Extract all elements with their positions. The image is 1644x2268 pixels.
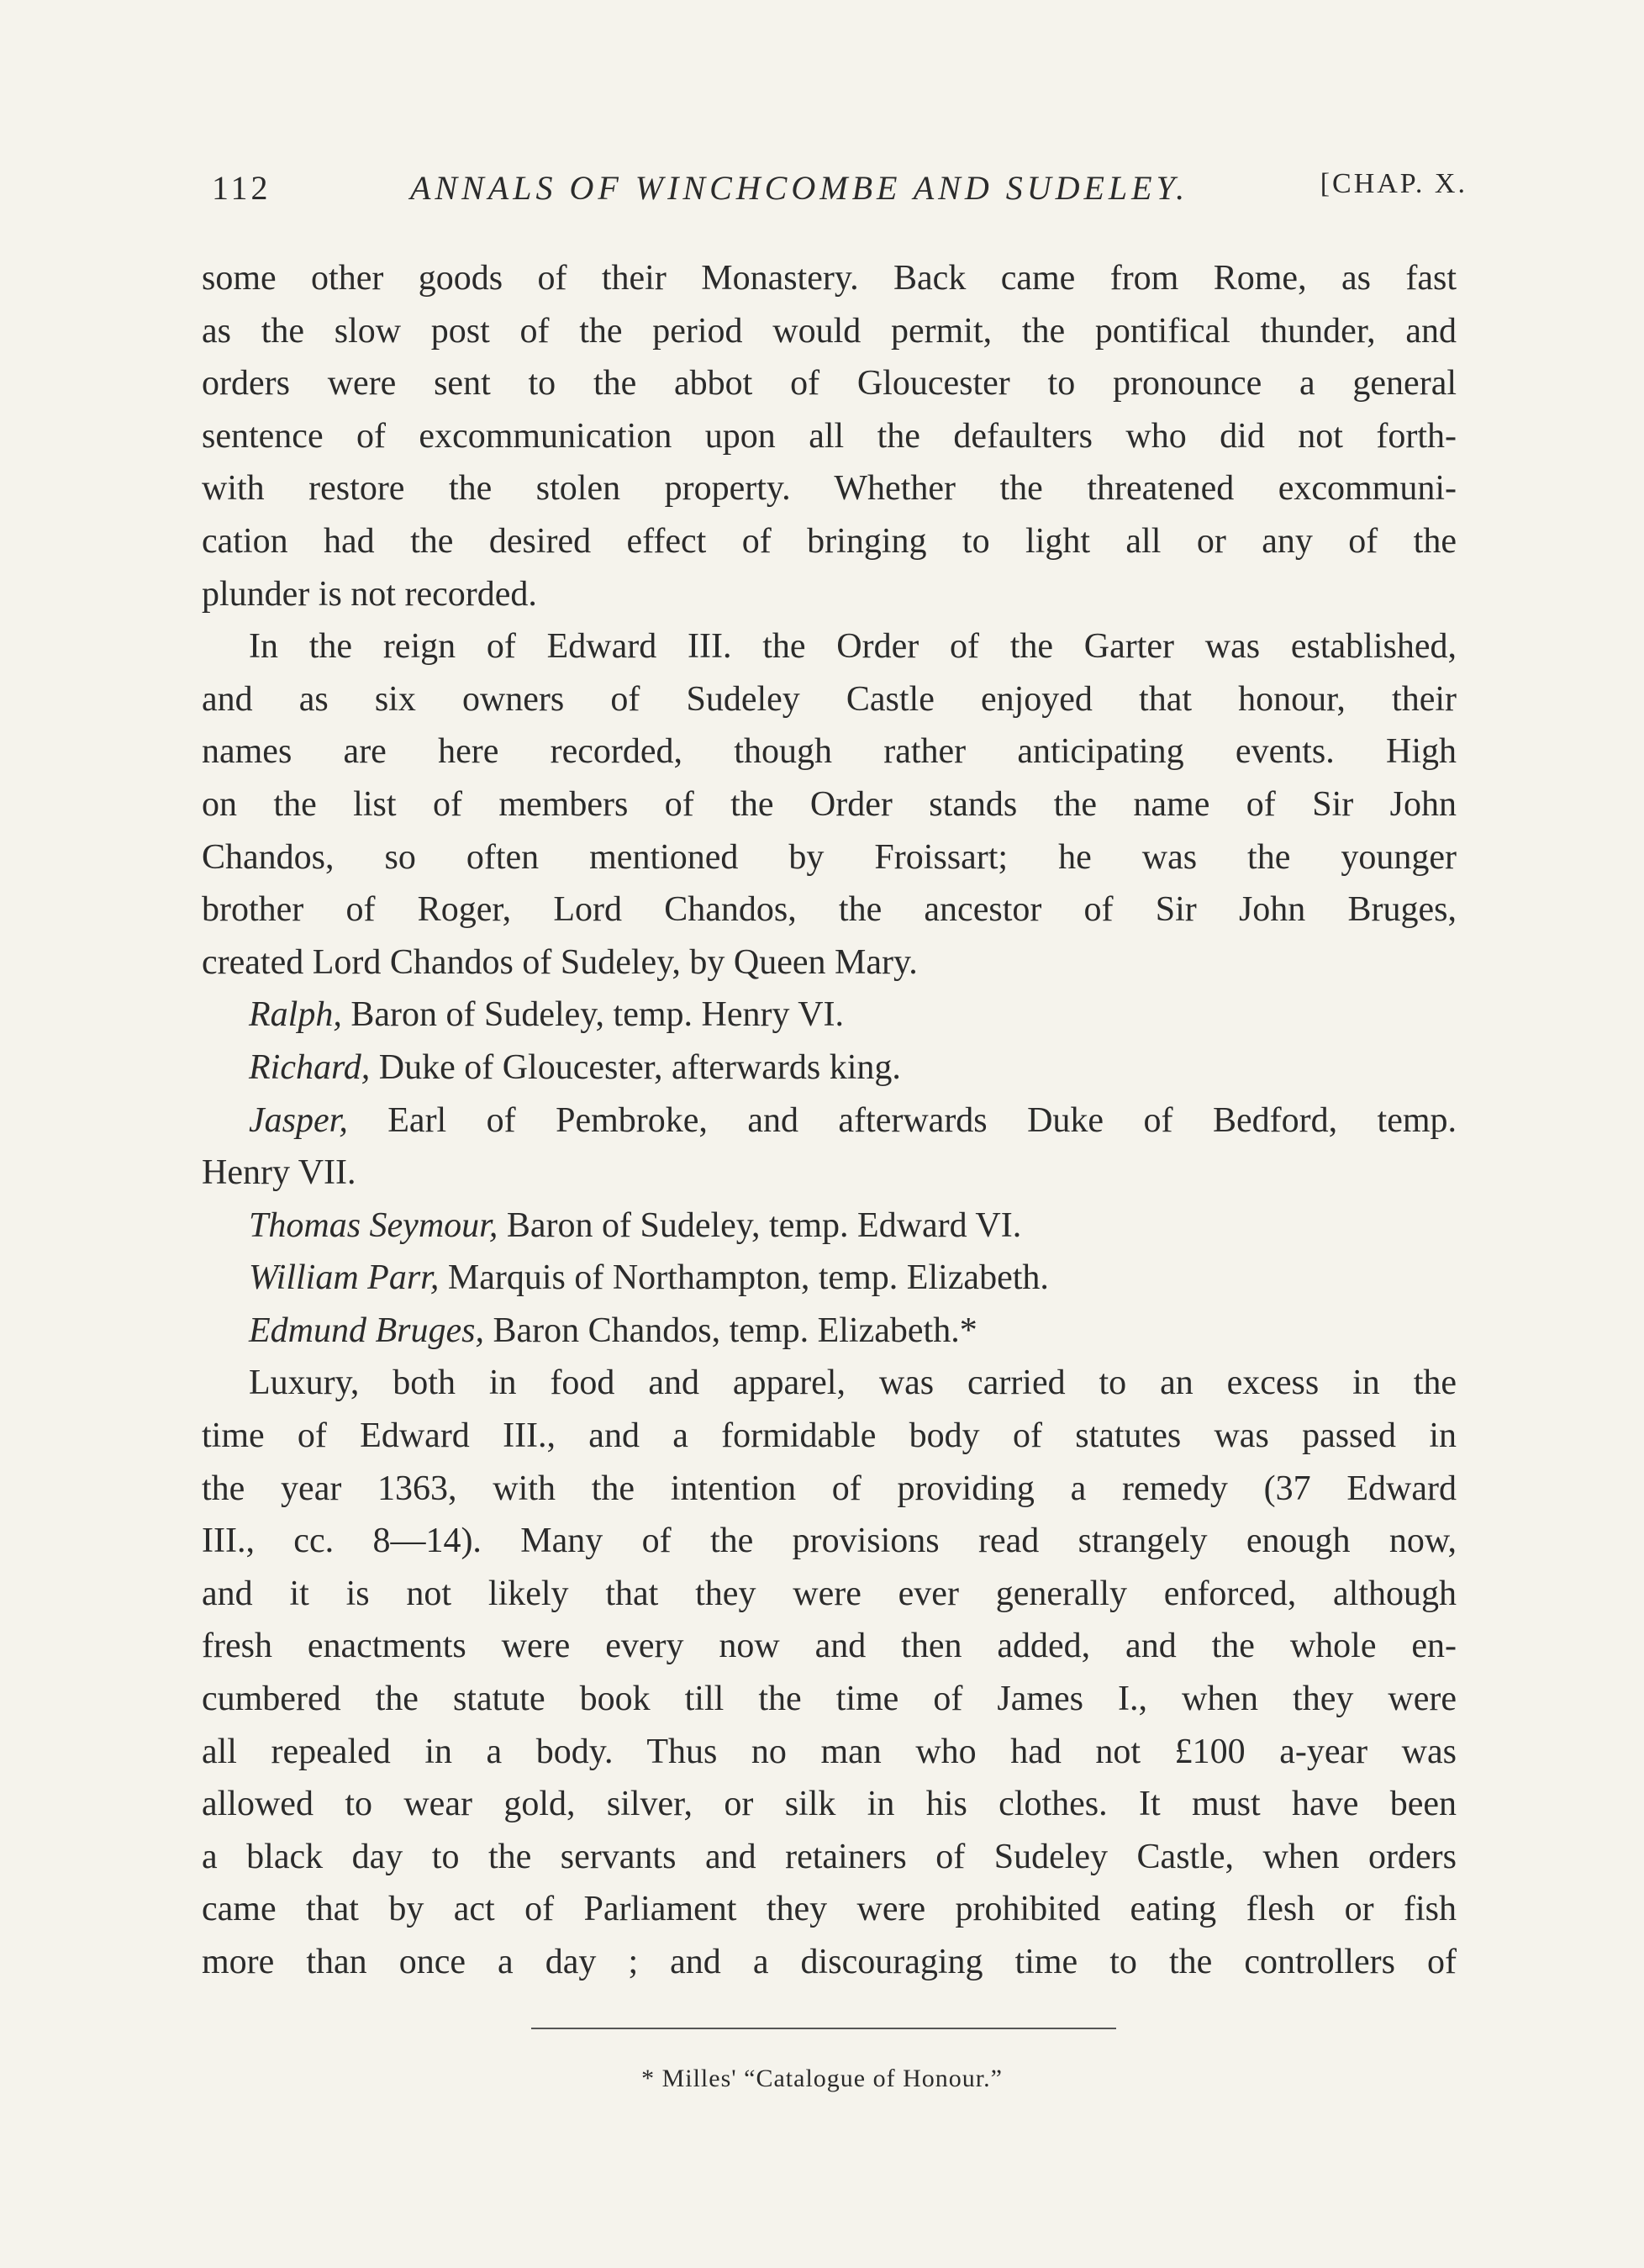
chapter-marker: [CHAP. X. — [1320, 168, 1467, 199]
page-number: 112 — [212, 169, 271, 207]
text-line: time of Edward III., and a formidable body of statutes was passed in — [202, 1416, 1457, 1456]
garter-name: Richard, — [249, 1047, 371, 1087]
garter-entry: William Parr, Marquis of Northampton, temp. Elizabeth. — [249, 1258, 1049, 1298]
text-line: and as six owners of Sudeley Castle enjoyed that honour, their — [202, 679, 1457, 719]
text-line: all repealed in a body. Thus no man who had not £100 a-year was — [202, 1732, 1457, 1771]
text-line: plunder is not recorded. — [202, 574, 537, 614]
text-line: cation had the desired effect of bringing to light all or any of the — [202, 521, 1457, 561]
text-line: III., cc. 8—14). Many of the provisions read strangely enough now, — [202, 1522, 1457, 1561]
text-line: a black day to the servants and retainers of Sudeley Castle, when orders — [202, 1837, 1457, 1876]
garter-entry: Jasper, Earl of Pembroke, and afterwards Duke of Bedford, temp. — [249, 1100, 1457, 1140]
text-line: the year 1363, with the intention of providing a remedy (37 Edward — [202, 1469, 1457, 1508]
garter-entry: Thomas Seymour, Baron of Sudeley, temp. Edward VI. — [249, 1205, 1022, 1245]
text-line: cumbered the statute book till the time of James I., when they were — [202, 1680, 1457, 1719]
text-line: orders were sent to the abbot of Gloucester to pronounce a general — [202, 364, 1457, 403]
text-line: more than once a day ; and a discouraging time to the controllers of — [202, 1943, 1457, 1981]
garter-entry-continued: Henry VII. — [202, 1153, 356, 1193]
running-title: ANNALS OF WINCHCOMBE AND SUDELEY. — [410, 169, 1189, 207]
text-line: brother of Roger, Lord Chandos, the ancestor of Sir John Bruges, — [202, 890, 1457, 930]
garter-entry: Edmund Bruges, Baron Chandos, temp. Elizabeth.* — [249, 1311, 977, 1350]
garter-name: Thomas Seymour, — [249, 1205, 498, 1245]
text-line: allowed to wear gold, silver, or silk in his clothes. It must have been — [202, 1785, 1457, 1824]
garter-name: Ralph, — [249, 995, 342, 1035]
text-line: names are here recorded, though rather anticipating events. High — [202, 732, 1457, 772]
text-line: sentence of excommunication upon all the defaulters who did not forth- — [202, 416, 1457, 456]
footnote: * Milles' “Catalogue of Honour.” — [641, 2065, 1003, 2092]
text-line: with restore the stolen property. Whether the threatened excommuni- — [202, 469, 1457, 509]
body-text — [202, 252, 1457, 1989]
running-header — [202, 168, 1479, 219]
footnote-divider — [531, 2028, 1116, 2029]
garter-name: Edmund Bruges, — [249, 1311, 484, 1350]
text-line: Luxury, both in food and apparel, was carried to an excess in the — [249, 1363, 1457, 1403]
text-line: Chandos, so often mentioned by Froissart; he was the younger — [202, 837, 1457, 877]
text-line: as the slow post of the period would permit, the pontifical thunder, and — [202, 311, 1457, 351]
garter-name: Jasper, — [249, 1100, 348, 1140]
text-line: came that by act of Parliament they were prohibited eating flesh or fish — [202, 1890, 1457, 1929]
text-line: on the list of members of the Order stands the name of Sir John — [202, 784, 1457, 824]
text-line: some other goods of their Monastery. Back came from Rome, as fast — [202, 259, 1457, 298]
garter-name: William Parr, — [249, 1258, 440, 1298]
text-line: In the reign of Edward III. the Order of the Garter was established, — [249, 627, 1457, 667]
text-line: and it is not likely that they were ever generally enforced, although — [202, 1574, 1457, 1613]
text-line: created Lord Chandos of Sudeley, by Queen Mary. — [202, 942, 918, 982]
garter-entry: Richard, Duke of Gloucester, afterwards king. — [249, 1047, 901, 1087]
text-line: fresh enactments were every now and then added, and the whole en- — [202, 1627, 1457, 1666]
garter-entry: Ralph, Baron of Sudeley, temp. Henry VI. — [249, 995, 845, 1035]
